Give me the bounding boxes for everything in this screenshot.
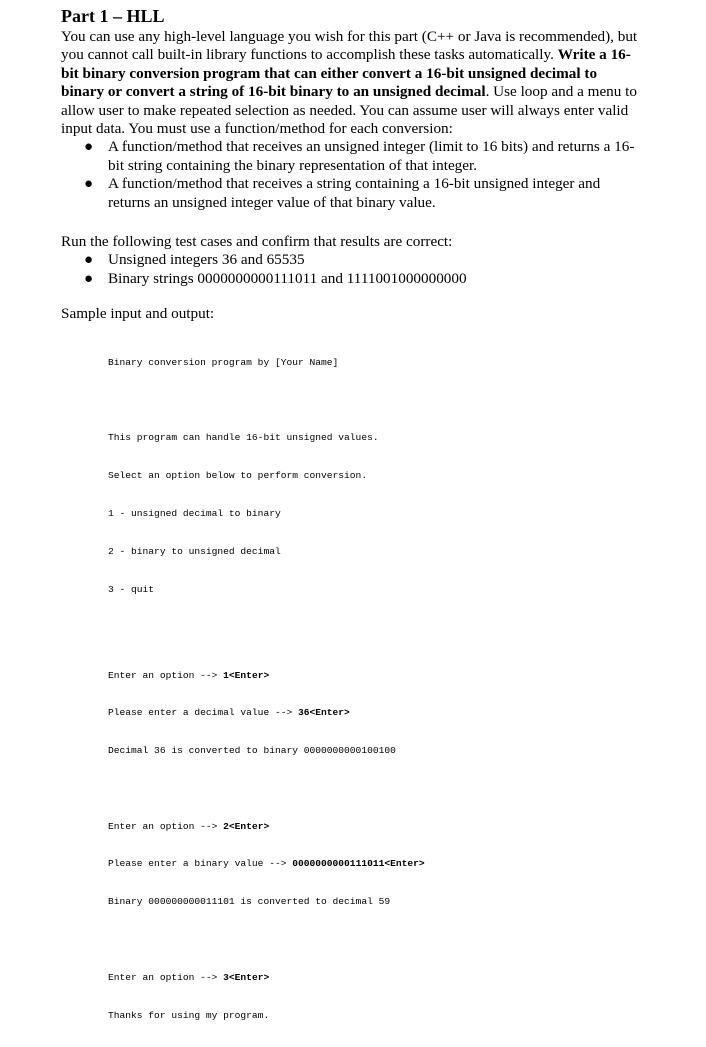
sample-menu-line: 2 - binary to unsigned decimal: [108, 545, 281, 557]
sample-prompt: Please enter a decimal value -->: [108, 707, 298, 719]
sample-prompt: Enter an option -->: [108, 971, 224, 983]
sample-prompt: Enter an option -->: [108, 820, 224, 832]
tests-intro: Run the following test cases and confirm that results are correct:: [61, 233, 453, 251]
test-item-text: Unsigned integers 36 and 65535: [108, 251, 305, 269]
sample-result-line: Thanks for using my program.: [108, 1009, 270, 1021]
sample-menu-line: 3 - quit: [108, 583, 155, 595]
sample-menu-line: This program can handle 16-bit unsigned values.: [108, 432, 379, 444]
sample-user-input: 36<Enter>: [298, 707, 350, 719]
sample-prompt-line: [108, 670, 641, 683]
sample-prompt: Please enter a binary value -->: [108, 858, 293, 870]
bullet-icon: ●: [84, 139, 94, 156]
sample-prompt-line: [108, 821, 641, 834]
function-item-text: A function/method that receives an unsigned integer (limit to 16 bits) and returns a 16-bit string containing the binary representation of that integer.: [108, 138, 635, 174]
function-list: [61, 138, 641, 212]
bullet-icon: ●: [84, 176, 94, 193]
test-item: [61, 251, 641, 269]
sample-menu-line: 1 - unsigned decimal to binary: [108, 508, 281, 519]
intro-text-bold: Write a 16-bit binary conversion program that can either convert a 16-bit unsigned decimal to binary or convert a string of 16-bit binary to an unsigned decimal: [61, 46, 631, 101]
sample-prompt-line: [108, 707, 641, 720]
function-item: [61, 138, 641, 175]
sample-prompt-line: [108, 858, 641, 871]
section-heading: Part 1 – HLL: [61, 6, 165, 26]
sample-heading: Sample input and output:: [61, 305, 215, 323]
sample-title: Binary conversion program by [Your Name]: [108, 356, 339, 368]
test-item-text: Binary strings 0000000000111011 and 1111001000000000: [108, 269, 467, 287]
bullet-icon: ●: [84, 252, 94, 269]
document-page: [61, 6, 641, 1047]
test-item: [61, 270, 641, 288]
sample-prompt: Enter an option -->: [108, 669, 224, 681]
sample-menu-line: Select an option below to perform conversion.: [108, 470, 368, 482]
intro-text-start: You can use any high-level language you wish for this part (C++ or Java is recommended), but you cannot call built-in library functions to accomplish these tasks automatically.: [61, 28, 638, 64]
sample-user-input: 1<Enter>: [223, 669, 270, 681]
sample-user-input: 3<Enter>: [223, 971, 270, 983]
bullet-icon: ●: [84, 270, 94, 287]
sample-result-line: Decimal 36 is converted to binary 0000000000100100: [108, 745, 396, 757]
function-item: [61, 175, 641, 212]
intro-paragraph: [61, 28, 641, 138]
function-item-text: A function/method that receives a string containing a 16-bit unsigned integer and returns an unsigned integer value of that binary value.: [108, 175, 601, 211]
sample-user-input: 2<Enter>: [223, 820, 270, 832]
sample-prompt-line: [108, 972, 641, 985]
sample-user-input: 0000000000111011<Enter>: [292, 858, 425, 870]
intro-text-end: . Use loop and a menu to allow user to make repeated selection as needed. You can assume user will always enter valid input data. You must use a function/method for each conversion:: [61, 83, 637, 138]
sample-output: [108, 332, 641, 1047]
test-list: [61, 251, 641, 288]
sample-result-line: Binary 000000000011101 is converted to decimal 59: [108, 896, 391, 908]
